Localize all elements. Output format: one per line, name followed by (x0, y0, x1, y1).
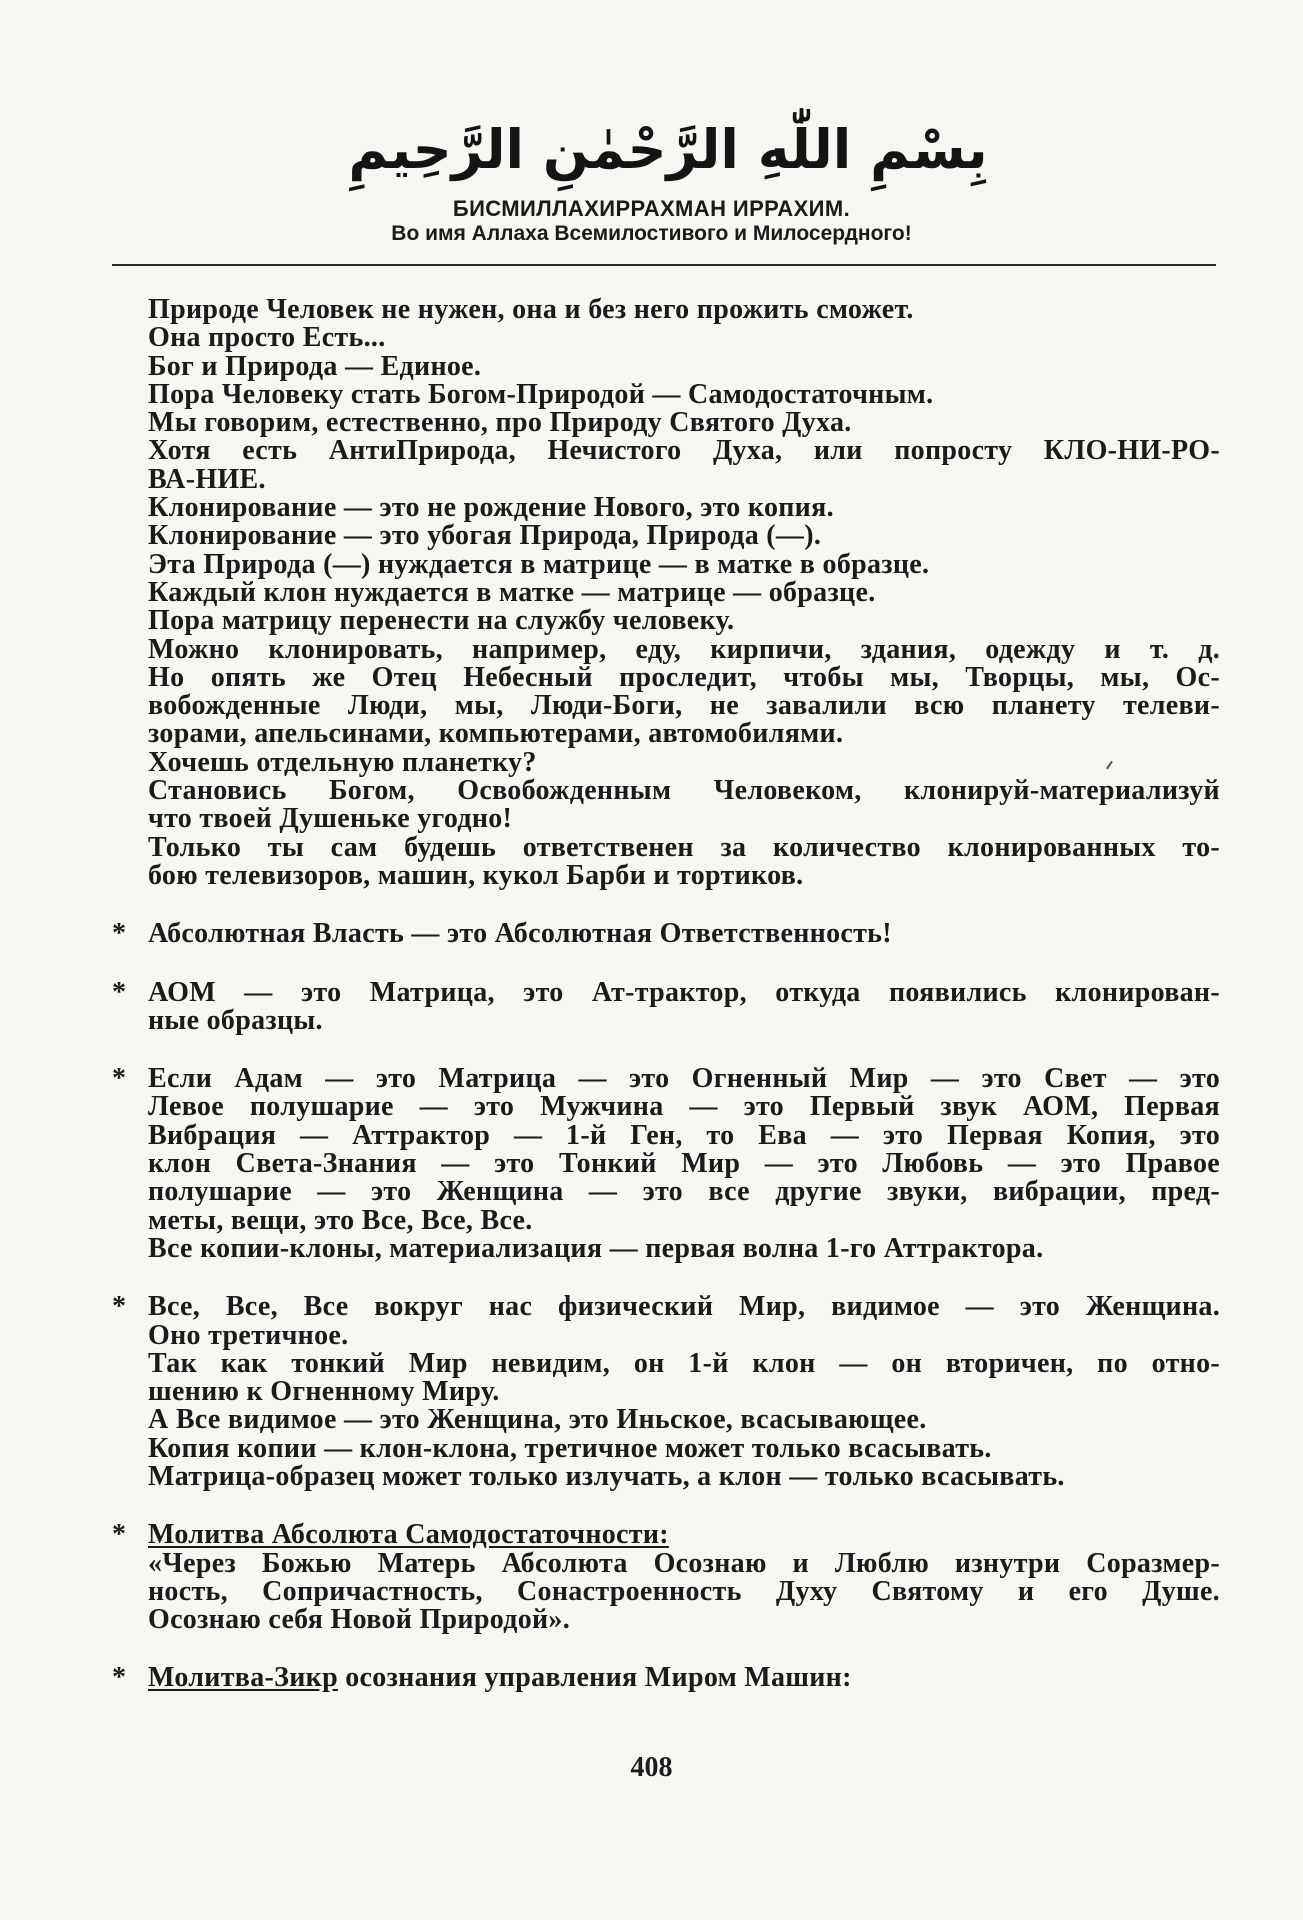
bullet-marker: * (112, 976, 127, 1008)
bullet-marker: * (112, 1063, 127, 1095)
text-line: меты, вещи, это Все, Все, Все. (148, 1204, 533, 1236)
header-divider (112, 264, 1216, 266)
text-line: вобожденные Люди, мы, Люди-Боги, не завалили всю планету телеви- (148, 690, 1220, 722)
text-line: Можно клонировать, например, еду, кирпичи, здания, одежду и т. д. (148, 633, 1220, 665)
text-line: Эта Природа (—) нуждается в матрице — в матке в образце. (148, 548, 930, 580)
text-line: Вибрация — Аттрактор — 1-й Ген, то Ева — это Первая Копия, это (148, 1119, 1220, 1151)
text-line: Матрица-образец может только излучать, а клон — только всасывать. (148, 1460, 1065, 1492)
bullet-absolute-power (112, 920, 1220, 948)
text-line: Все, Все, Все вокруг нас физический Мир, видимое — это Женщина. (148, 1291, 1220, 1323)
text-line: АОМ — это Матрица, это Ат-трактор, откуда появились клонирован- (148, 976, 1220, 1008)
text-line: Становись Богом, Освобожденным Человеком, клонируй-материализуй (148, 775, 1220, 807)
bullet-marker: * (112, 1291, 127, 1323)
text-line: Пора Человеку стать Богом-Природой — Самодостаточным. (148, 378, 934, 410)
text-line: Бог и Природа — Единое. (148, 350, 482, 382)
bullet-marker: * (112, 918, 127, 950)
intro-paragraph (112, 296, 1220, 890)
header-subtitle: Во имя Аллаха Всемилостивого и Милосердного! (391, 222, 912, 245)
bullet-marker: * (112, 1662, 127, 1694)
bismillah-text: بِسْمِ اللّٰهِ الرَّحْمٰنِ الرَّحِيمِ (348, 117, 988, 181)
text-line: Она просто Есть... (148, 322, 386, 354)
text-line: ВА-НИЕ. (148, 463, 266, 495)
text-line: клон Света-Знания — это Тонкий Мир — это Любовь — это Правое (148, 1148, 1220, 1180)
text-line: Все копии-клоны, материализация — первая волна 1-го Аттрактора. (148, 1232, 1044, 1264)
prayer-heading-rest: осознания управления Миром Машин: (337, 1662, 852, 1694)
text-line: Природе Человек не нужен, она и без него прожить сможет. (148, 294, 914, 325)
bismillah-calligraphy (348, 108, 988, 190)
text-line: Копия копии — клон-клона, третичное может только всасывать. (148, 1432, 992, 1464)
prayer-heading: Молитва-Зикр (148, 1662, 338, 1694)
text-line: зорами, апельсинами, компьютерами, автомобилями. (148, 718, 844, 750)
text-line: шению к Огненному Миру. (148, 1376, 500, 1408)
text-line: Клонирование — это убогая Природа, Природа (—). (148, 520, 822, 552)
page-body (112, 296, 1220, 1693)
text-line: Хотя есть АнтиПрирода, Нечистого Духа, или попросту КЛО-НИ-РО- (148, 435, 1220, 467)
bullet-aom (112, 976, 1220, 1036)
bullet-prayer-self-sufficiency (112, 1521, 1220, 1634)
text-line: полушарие — это Женщина — это все другие звуки, вибрации, пред- (148, 1176, 1220, 1208)
header-title: БИСМИЛЛАХИРРАХМАН ИРРАХИМ. (452, 196, 851, 221)
text-line: Если Адам — это Матрица — это Огненный Мир — это Свет — это (148, 1063, 1220, 1095)
bullet-physical-world (112, 1293, 1220, 1491)
text-line: Левое полушарие — это Мужчина — это Первый звук АОМ, Первая (148, 1091, 1220, 1123)
text-line (148, 1664, 1220, 1692)
bullet-marker: * (112, 1519, 127, 1551)
text-line: ность, Сопричастность, Сонастроенность Духу Святому и его Душе. (148, 1575, 1220, 1607)
text-line: Мы говорим, естественно, про Природу Святого Духа. (148, 407, 852, 439)
page-number: 408 (630, 1752, 673, 1783)
text-line: Пора матрицу перенести на службу человеку. (148, 605, 735, 637)
text-line: Абсолютная Власть — это Абсолютная Ответственность! (148, 918, 892, 950)
text-line: Осознаю себя Новой Природой». (148, 1604, 571, 1636)
prayer-heading: Молитва Абсолюта Самодостаточности: (148, 1519, 669, 1551)
text-line: ные образцы. (148, 1004, 323, 1036)
text-line: Только ты сам будешь ответственен за количество клонированных то- (148, 831, 1220, 863)
bullet-adam-eve (112, 1065, 1220, 1263)
text-line: А Все видимое — это Женщина, это Иньское, всасывающее. (148, 1404, 927, 1436)
text-line: Но опять же Отец Небесный проследит, чтобы мы, Творцы, мы, Ос- (148, 661, 1220, 693)
text-line: «Через Божью Матерь Абсолюта Осознаю и Люблю изнутри Соразмер- (148, 1547, 1220, 1579)
text-line: Оно третичное. (148, 1319, 349, 1351)
text-line: бою телевизоров, машин, кукол Барби и тортиков. (148, 859, 804, 891)
text-line: что твоей Душеньке угодно! (148, 803, 513, 835)
bullet-prayer-zikr (112, 1664, 1220, 1692)
text-line: Так как тонкий Мир невидим, он 1-й клон — он вторичен, по отно- (148, 1347, 1220, 1379)
text-line: Хочешь отдельную планетку? (148, 746, 537, 778)
text-line: Клонирование — это не рождение Нового, это копия. (148, 492, 834, 524)
text-line: Каждый клон нуждается в матке — матрице — образце. (148, 576, 876, 608)
